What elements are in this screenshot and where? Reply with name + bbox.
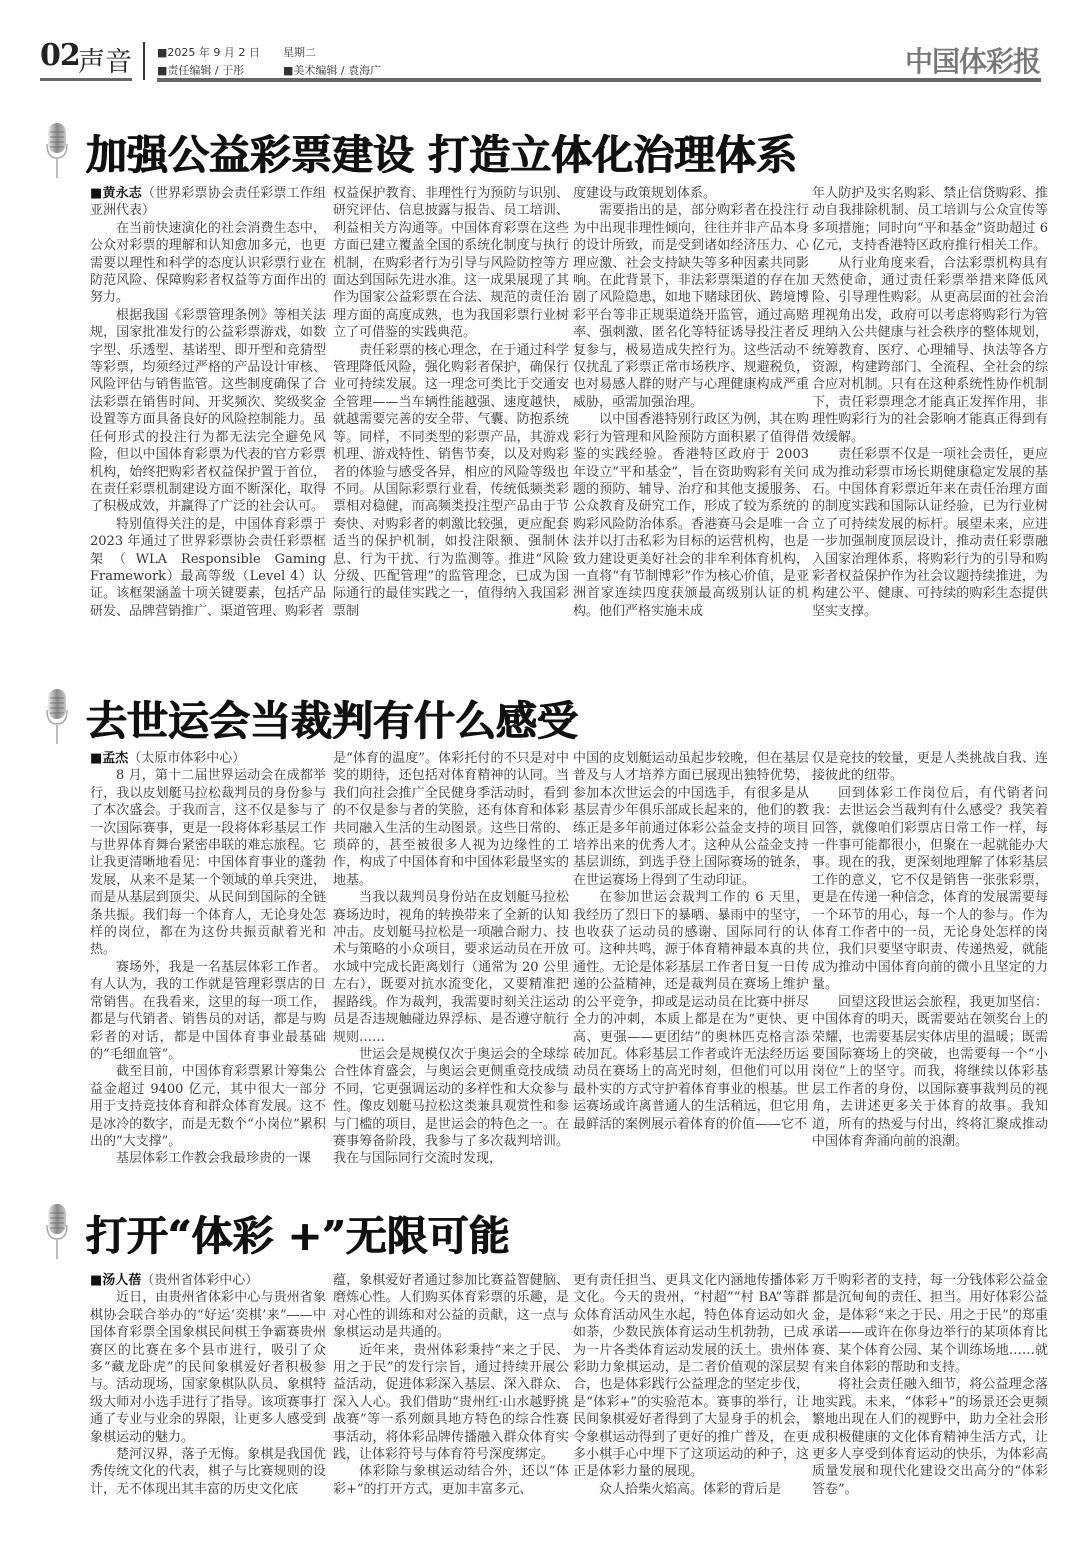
paragraph: 责任彩票不仅是一项社会责任，更应成为推动彩票市场长期健康稳定发展的基石。中国体育彩票近年来在责任治理方面的制度实践和国际认证经验，已为行业树立了可持续发展的标杆。展望未来，应进一步加强制度顶层设计，推动责任彩票融入国家治理体系，将购彩行为的引导和购彩者权益保护作为社会议题持续推进，为构建公平、健康、可持续的购彩生态提供坚实支撑。 [812, 447, 1048, 619]
masthead-rule [40, 78, 132, 81]
article-column [812, 750, 1048, 1150]
paragraph: 更有责任担当、更具文化内涵地传播体彩文化。今天的贵州，“村超”“村 BA”等群众体育活动风生水起，特色体育运动如火如荼，少数民族体育运动生机勃勃，已成为一片各类体育运动发展的沃土。贵州体彩助力象棋运动，是二者价值观的深层契合，也是体彩践行公益理念的坚定步伐，是“体彩+”的实验范本。赛事的举行，让民间象棋爱好者得到了大显身手的机会，令象棋运动得到了更好的推广普及，在更多小棋手心中埋下了这项运动的种子，这正是体彩力量的展现。 [573, 1273, 809, 1480]
article-column [812, 1272, 1048, 1498]
paragraph: 在参加世运会裁判工作的 6 天里，我经历了烈日下的暴晒、暴雨中的坚守，也收获了运动员的感谢、国际同行的认可。这种共鸣，源于体育精神最本真的共通性。无论是体彩基层工作者日复一日传递的公益精神，还是裁判员在赛场上维护的公平竞争，抑或是运动员在比赛中拼尽全力的冲刺，本质上都是在为“更快、更高、更强——更团结”的奥林匹克格言添砖加瓦。体彩基层工作者或许无法经历运动员在赛场上的高光时刻，但他们可以用最朴实的方式守护着体育事业的根基。世运赛场或许离普通人的生活稍远，但它用最鲜活的案例展示着体育的价值——它不 [573, 890, 809, 1132]
paragraph: 赛场外，我是一名基层体彩工作者。有人认为，我的工作就是管理彩票店的日常销售。在我看来，这里的每一项工作，都是与代销者、销售员的对话，都是与购彩者的对话，都是中国体育事业最基础的“毛细血管”。 [90, 959, 326, 1062]
paragraph: 是“体育的温度”。体彩托付的不只是对中奖的期待，还包括对体育精神的认同。当我们向社会推广全民健身季活动时，看到的不仅是参与者的笑脸，还有体育和体彩共同融入生活的生动图景。这些日常的、琐碎的，甚至被很多人视为边缘性的工作，构成了中国体育和中国体彩最坚实的地基。 [333, 751, 569, 888]
article-column [333, 750, 569, 1168]
author-affiliation: （太原市体彩中心） [128, 751, 246, 766]
microphone-icon [44, 688, 70, 744]
paragraph: 在当前快速演化的社会消费生态中，公众对彩票的理解和认知愈加多元，也更需要以理性和科学的态度认识彩票行业在防范风险、保障购彩者权益等方面作出的努力。 [90, 220, 326, 306]
paragraph: 回望这段世运会旅程，我更加坚信：中国体育的明天，既需要站在领奖台上的荣耀，也需要基层实体店里的温暖；既需要国际赛场上的突破，也需要每一个“小岗位”上的坚守。而我，将继续以体彩基层工作者的身份，以国际赛事裁判员的视角，去讲述更多关于体育的故事。我知道，所有的热爱与付出，终将汇聚成推动中国体育奔涌向前的浪潮。 [812, 994, 1048, 1149]
article-column [573, 1272, 809, 1498]
paragraph: 世运会是规模仅次于奥运会的全球综合性体育盛会，与奥运会更侧重竞技成绩不同，它更强调运动的多样性和大众参与性。像皮划艇马拉松这类兼具观赏性和参与门槛的项目，是世运会的特色之一。在赛事筹备阶段，我参与了多次裁判培训。我在与国际同行交流时发现， [333, 1046, 569, 1167]
divider [143, 42, 145, 80]
article-column [90, 1272, 326, 1498]
paragraph: 特别值得关注的是，中国体育彩票于 2023 年通过了世界彩票协会责任彩票框架（WLA Responsible Gaming Framework）最高等级（Level 4）认证。该框架涵盖十项关键要素，包括产品研发、品牌营销推广、渠道管理、购彩者 [90, 516, 326, 619]
article-column [90, 185, 326, 620]
paragraph: 权益保护教育、非理性行为预防与识别、研究评估、信息披露与报告、员工培训、利益相关方沟通等。中国体育彩票在这些方面已建立覆盖全国的系统化制度与执行机制，在购彩者行为引导与风险防控等方面达到国际先进水准。这一成果展现了其作为国家公益彩票在合法、规范的责任治理方面的高度成熟，也为我国彩票行业树立了可借鉴的实践典范。 [333, 186, 569, 341]
paragraph: 楚河汉界，落子无悔。象棋是我国优秀传统文化的代表，棋子与比赛规则的设计，无不体现出其丰富的历史文化底 [90, 1447, 326, 1497]
article-column [333, 1272, 569, 1498]
art-editor: ■美术编辑 / 袁海广 [283, 64, 382, 77]
section-name: 声音 [78, 47, 132, 78]
paragraph: 众人拾柴火焰高。体彩的背后是 [599, 1481, 782, 1497]
paragraph: 基层体彩工作教会我最珍贵的一课 [116, 1151, 312, 1167]
paragraph: 仅是竞技的较量，更是人类挑战自我、连接彼此的纽带。 [812, 751, 1048, 784]
byline [90, 1272, 326, 1289]
paragraph: 近年来，贵州体彩秉持“来之于民、用之于民”的发行宗旨，通过持续开展公益活动，促进体彩深入基层、深入群众、深入人心。我们借助“贵州红·山水越野挑战赛”等一系列颇具地方特色的综合性赛事活动，将体彩品牌传播融入群众体育实践，让体彩符号与体育符号深度绑定。 [333, 1342, 569, 1463]
paragraph: 根据我国《彩票管理条例》等相关法规，国家批准发行的公益彩票游戏，如数字型、乐透型、基诺型、即开型和竞猜型等彩票，均须经过严格的产品设计审核、风险评估与销售监管。这些制度确保了合法彩票在销售时间、开奖频次、奖级奖金设置等方面具备良好的风险控制能力。虽任何形式的投注行为都无法完全避免风险，但以中国体育彩票为代表的官方彩票机构，始终把购彩者权益保护置于首位，在责任彩票机制建设方面不断深化，取得了积极成效，并赢得了广泛的社会认可。 [90, 307, 326, 515]
paragraph: 责任彩票的核心理念，在于通过科学管理降低风险，强化购彩者保护，确保行业可持续发展。这一理念可类比于交通安全管理——当车辆性能越强、速度越快，就越需要完善的安全带、气囊、防抱系统等。同样，不同类型的彩票产品，其游戏机理、游戏特性、销售节奏，以及对购彩者的体验与感受各异，相应的风险等级也不同。从国际彩票行业看，传统低频类彩票相对稳健，而高频类投注型产品由于节奏快、对购彩者的刺激比较强，更应配套适当的保护机制，如投注限额、强制休息、行为干扰、行为监测等。推进“风险分级、匹配管理”的监管理念，已成为国际通行的最佳实践之一，值得纳入我国彩票制 [333, 342, 569, 619]
article-title: 去世运会当裁判有什么感受 [86, 697, 578, 745]
article-column [573, 185, 809, 620]
article-title: 打开“体彩 +”无限可能 [86, 1212, 510, 1260]
paragraph: 需要指出的是，部分购彩者在投注行为中出现非理性倾向，往往并非产品本身的设计所致，而是受到诸如经济压力、心理应激、社会支持缺失等多种因素共同影响。在此背景下，非法彩票渠道的存在加剧了风险隐患，如地下赌球团伙、跨境博彩平台等非正规渠道绕开监管，通过高赔率、强刺激、匿名化等特征诱导投注者反复参与，极易造成失控行为。这些活动不仅扰乱了彩票正常市场秩序、规避税负，也对易感人群的财产与心理健康构成严重威胁，亟需加强治理。 [573, 203, 809, 410]
byline [90, 185, 326, 220]
paragraph: 截至目前，中国体育彩票累计筹集公益金超过 9400 亿元，其中很大一部分用于支持竞技体育和群众体育发展。这不是冰冷的数字，而是无数个“小岗位”累积出的“大支撑”。 [90, 1064, 326, 1149]
author-name: ■孟杰 [90, 751, 129, 766]
paragraph: 蕴，象棋爱好者通过参加比赛益智健脑、磨炼心性。人们购买体育彩票的乐趣，是对心性的训练和对公益的贡献，这一点与象棋运动是共通的。 [333, 1273, 569, 1341]
paragraph: 度建设与政策规划体系。 [573, 186, 717, 201]
paragraph: 体彩除与象棋运动结合外，还以“体彩+”的打开方式，更加丰富多元、 [333, 1464, 569, 1497]
author-affiliation: （世界彩票协会责任彩票工作组亚洲代表） [90, 186, 326, 219]
newspaper-brand: 中国体彩报 [905, 45, 1041, 78]
author-name: ■汤人蓓 [90, 1273, 142, 1288]
paragraph: 回到体彩工作岗位后，有代销者问我：去世运会当裁判有什么感受？我笑着回答，就像咱们彩票店日常工作一样，每一件事可能都很小，但聚在一起就能办大事。现在的我，更深刻地理解了体彩基层工作的意义，它不仅是销售一张张彩票，更是在传递一种信念，体育的发展需要每一个环节的用心，每一个人的参与。作为体育工作者中的一员，无论身处怎样的岗位，我们只要坚守职责、传递热爱，就能成为推动中国体育向前的微小且坚定的力量。 [812, 785, 1048, 993]
paragraph: 年人防护及实名购彩、禁止信贷购彩、推动自我排除机制、员工培训与公众宣传等多项措施；同时向“平和基金”资助超过 6 亿元，支持香港特区政府推行相关工作。 [812, 186, 1048, 254]
author-name: ■黄永志 [90, 186, 142, 201]
article-title: 加强公益彩票建设 打造立体化治理体系 [86, 131, 798, 179]
paragraph: 8 月，第十二届世界运动会在成都举行，我以皮划艇马拉松裁判员的身份参与了本次盛会。于我而言，这不仅是参与了一次国际赛事，更是一段将体彩基层工作与世界体育舞台紧密串联的难忘旅程。它让我更清晰地看见：中国体育事业的蓬勃发展，从来不是某一个领域的单兵突进，而是从基层到顶尖、从民间到国际的全链条共振。我们每一个体育人，无论身处怎样的岗位，都在为这份共振贡献着光和热。 [90, 768, 326, 958]
paragraph: 从行业角度来看，合法彩票机构具有天然使命，通过责任彩票举措来降低风险、引导理性购彩。从更高层面的社会治理视角出发，政府可以考虑将购彩行为管理纳入公共健康与社会秩序的整体规划，统筹教育、医疗、心理辅导、执法等各方资源，构建跨部门、全流程、全社会的综合应对机制。只有在这种系统性协作机制下，责任彩票理念才能真正发挥作用，非理性购彩行为的社会影响才能真正得到有效缓解。 [812, 255, 1048, 445]
issue-date: ■2025 年 9 月 2 日 [157, 46, 260, 59]
article-column [90, 750, 326, 1168]
author-affiliation: （贵州省体彩中心） [141, 1273, 259, 1288]
article-column [333, 185, 569, 620]
microphone-icon [44, 122, 70, 178]
paragraph: 近日，由贵州省体彩中心与贵州省象棋协会联合举办的“好运‘奕棋’来”——中国体育彩票全国象棋民间棋王争霸赛贵州赛区的比赛在多个县市进行，吸引了众多“藏龙卧虎”的民间象棋爱好者积极参与。活动现场，国家象棋队队员、象棋特级大师对小选手进行了指导。该项赛事打通了专业与业余的界限，让更多人感受到象棋运动的魅力。 [90, 1290, 326, 1445]
paragraph: 当我以裁判员身份站在皮划艇马拉松赛场边时，视角的转换带来了全新的认知冲击。皮划艇马拉松是一项融合耐力、技术与策略的小众项目，要求运动员在开放水域中完成长距离划行（通常为 20 公里左右），既要对抗水流变化，又要精准把握路线。作为裁判，我需要时刻关注运动员是否违规触碰边界浮标、是否遵守航行规则…… [333, 890, 569, 1045]
paragraph: 万千购彩者的支持，每一分钱体彩公益金都是沉甸甸的责任、担当。用好体彩公益金，是体彩“来之于民、用之于民”的郑重承诺——或许在你身边举行的某项体育比赛、某个体育公园、某个训练场地……就有来自体彩的帮助和支持。 [812, 1273, 1048, 1376]
paragraph: 中国的皮划艇运动虽起步较晚，但在基层普及与人才培养方面已展现出独特优势，参加本次世运会的中国选手，有很多是从基层青少年俱乐部成长起来的，他们的教练正是多年前通过体彩公益金支持的项目培养出来的优秀人才。这种从公益金支持基层训练，到选手登上国际赛场的链条，在世运赛场上得到了生动印证。 [573, 751, 809, 888]
issue-weekday: 星期二 [283, 46, 316, 59]
article-column [573, 750, 809, 1133]
page-number: 02 [40, 38, 80, 73]
paragraph: 将社会责任融入细节，将公益理念落地实践。未来，“体彩+”的场景还会更频繁地出现在人们的视野中，助力全社会形成积极健康的文化体育精神生活方式，让更多人享受到体育运动的快乐，为体彩高质量发展和现代化建设交出高分的“体彩答卷”。 [812, 1377, 1048, 1497]
article-column [812, 185, 1048, 620]
byline [90, 750, 326, 767]
microphone-icon [44, 1203, 70, 1259]
masthead-rule [157, 78, 1041, 82]
paragraph: 以中国香港特别行政区为例，其在购彩行为管理和风险预防方面积累了值得借鉴的实践经验。香港特区政府于 2003 年设立“平和基金”，旨在资助购彩有关问题的预防、辅导、治疗和其他支援服务、公众教育及研究工作，形成了较为系统的购彩风险防治体系。香港赛马会是唯一合法并以打击私彩为目标的运营机构，也是致力建设更美好社会的非牟利体育机构，一直将“有节制博彩”作为核心价值，是亚洲首家连续四度获颁最高级别认证的机构。他们严格实施未成 [573, 412, 809, 619]
responsible-editor: ■责任编辑 / 于彤 [157, 64, 245, 77]
